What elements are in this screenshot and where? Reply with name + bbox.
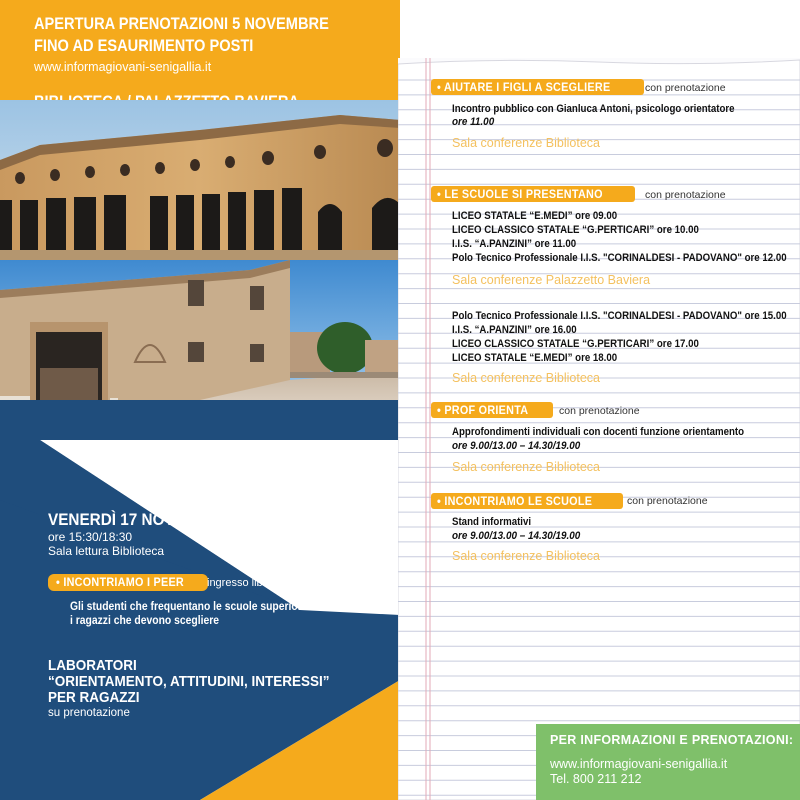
tag-aiutare-i-figli [431,79,644,95]
s4-line: Stand informativi [452,516,532,528]
s2-a1: LICEO STATALE “E.MEDI” ore 09.00 [452,210,618,222]
s2-venue-b: Sala conferenze Biblioteca [452,371,601,385]
header-title-1: APERTURA PRENOTAZIONI 5 NOVEMBRE [34,14,329,33]
peer-badge [48,574,208,591]
s1-note: con prenotazione [645,82,726,94]
blue-panel [0,400,400,800]
tag-aiutare-i-figli-label: • AIUTARE I FIGLI A SCEGLIERE [437,80,611,94]
peer-badge-label: • INCONTRIAMO I PEER [56,575,184,589]
lab-title-1: LABORATORI [48,657,137,674]
s1-venue: Sala conferenze Biblioteca [452,136,601,150]
s3-time: ore 9.00/13.00 – 14.30/19.00 [452,440,581,452]
s2-a2: LICEO CLASSICO STATALE “G.PERTICARI” ore 10.00 [452,224,699,236]
tag-incontriamo-le-scuole [431,493,623,509]
info-phone[interactable]: Tel. 800 211 212 [550,772,642,786]
lab-title-2: “ORIENTAMENTO, ATTITUDINI, INTERESSI” [48,673,330,690]
event-date-title: VENERDÌ 17 NOVEMBRE [48,510,230,529]
s4-note: con prenotazione [627,495,708,507]
info-url[interactable]: www.informagiovani-senigallia.it [550,757,728,771]
s2-venue-a: Sala conferenze Palazzetto Baviera [452,273,651,287]
header-url[interactable]: www.informagiovani-senigallia.it [34,60,212,74]
s4-venue: Sala conferenze Biblioteca [452,549,601,563]
s2-a3: I.I.S. “A.PANZINI” ore 11.00 [452,238,577,250]
s2-b2: I.I.S. “A.PANZINI” ore 16.00 [452,324,577,336]
lab-booking-note: su prenotazione [48,707,130,719]
s4-time: ore 9.00/13.00 – 14.30/19.00 [452,530,581,542]
tag-prof-orienta-label: • PROF ORIENTA [437,403,529,417]
s3-note: con prenotazione [559,405,640,417]
building-photo [0,100,400,420]
tag-prof-orienta [431,402,553,418]
tag-le-scuole-si-presentano [431,186,635,202]
s3-line: Approfondimenti individuali con docenti funzione orientamento [452,426,745,438]
s2-b3: LICEO CLASSICO STATALE “G.PERTICARI” ore 17.00 [452,338,699,350]
info-title: PER INFORMAZIONI E PRENOTAZIONI: [550,733,794,747]
event-place: Sala lettura Biblioteca [48,544,165,558]
tag-incontriamo-label: • INCONTRIAMO LE SCUOLE [437,494,593,508]
s2-b1: Polo Tecnico Professionale I.I.S. "CORINALDESI - PADOVANO" ore 15.00 [452,310,787,322]
peer-description-2: i ragazzi che devono scegliere [70,615,219,627]
header-title-2: FINO AD ESAURIMENTO POSTI [34,36,254,55]
peer-access: ingresso libero [207,577,279,589]
s2-b4: LICEO STATALE “E.MEDI” ore 18.00 [452,352,618,364]
peer-description-1: Gli studenti che frequentano le scuole superiori incontrano [70,601,361,613]
s1-line: Incontro pubblico con Gianluca Antoni, psicologo orientatore [452,103,735,115]
s2-a4: Polo Tecnico Professionale I.I.S. "CORINALDESI - PADOVANO" ore 12.00 [452,252,787,264]
event-time: ore 15:30/18:30 [48,530,133,544]
tag-le-scuole-label: • LE SCUOLE SI PRESENTANO [437,187,603,201]
s1-time: ore 11.00 [452,116,495,128]
lab-title-3: PER RAGAZZI [48,689,140,706]
s2-note: con prenotazione [645,189,726,201]
s3-venue: Sala conferenze Biblioteca [452,460,601,474]
